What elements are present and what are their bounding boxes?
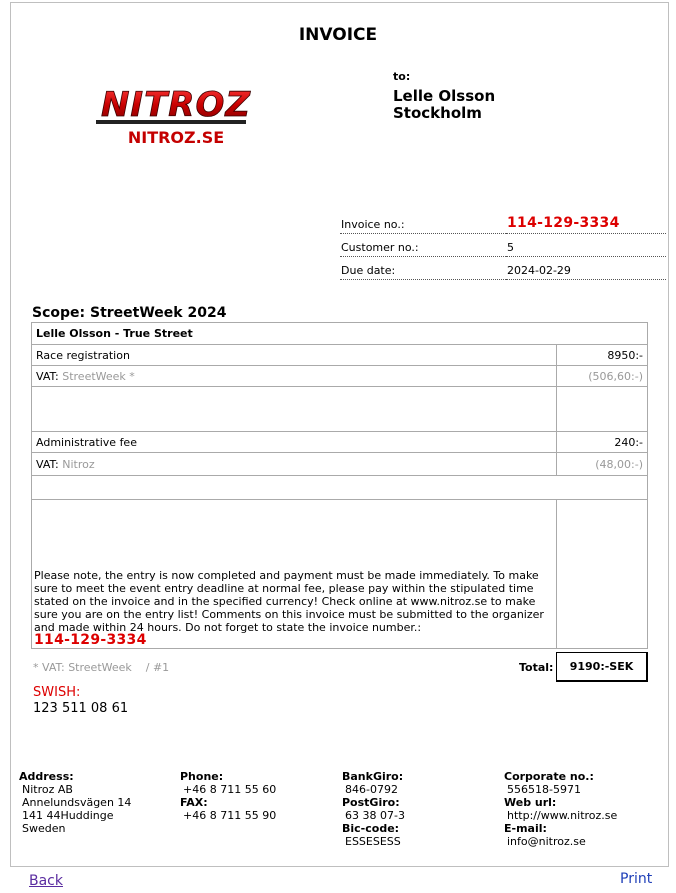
due-date-label: Due date: — [340, 257, 506, 280]
address-line: 141 44Huddinge — [22, 809, 114, 822]
vat-name: StreetWeek * — [62, 369, 135, 383]
footer-address — [19, 770, 131, 835]
address-line: Sweden — [22, 822, 66, 835]
payment-note — [32, 500, 557, 649]
fax-label: FAX: — [180, 796, 208, 809]
address-line: Annelundsvägen 14 — [22, 796, 132, 809]
vat-amount: (48,00:-) — [557, 453, 648, 476]
line-amount: 240:- — [557, 432, 648, 453]
email-label: E-mail: — [504, 822, 547, 835]
table-row — [32, 345, 648, 366]
due-date-row — [340, 257, 666, 280]
invoice-info-table — [340, 211, 666, 280]
site-name: NITROZ.SE — [127, 128, 225, 147]
table-row — [32, 432, 648, 453]
customer-number-label: Customer no.: — [340, 234, 506, 257]
line-amount: 8950:- — [557, 345, 648, 366]
vat-footnote — [33, 661, 169, 674]
customer-number-row — [340, 234, 666, 257]
invoice-number-value: 114-129-3334 — [506, 211, 666, 234]
vat-name: Nitroz — [62, 457, 95, 471]
spacer-row — [32, 476, 648, 500]
swish-number: 123 511 08 61 — [33, 701, 129, 716]
fax-value: +46 8 711 55 90 — [183, 809, 277, 822]
postgiro-label: PostGiro: — [342, 796, 400, 809]
nitroz-logo — [90, 84, 262, 128]
section-title-row — [32, 323, 648, 345]
line-label: Race registration — [32, 345, 557, 366]
footer-corporate — [504, 770, 617, 848]
vat-prefix: VAT: — [36, 457, 63, 471]
postgiro-value: 63 38 07-3 — [345, 809, 405, 822]
scope-heading: Scope: StreetWeek 2024 — [32, 305, 227, 321]
corporate-value: 556518-5971 — [507, 783, 581, 796]
vat-amount: (506,60:-) — [557, 366, 648, 387]
table-row — [32, 453, 648, 476]
address-label: Address: — [19, 770, 74, 783]
line-label: Administrative fee — [32, 432, 557, 453]
note-row — [32, 500, 648, 649]
vat-footnote-ref: / #1 — [145, 661, 170, 674]
bic-value: ESSESESS — [345, 835, 401, 848]
invoice-number-label: Invoice no.: — [340, 211, 506, 234]
vat-line — [32, 366, 557, 387]
invoice-lines-table — [31, 322, 648, 649]
svg-text:NITROZ: NITROZ — [100, 85, 252, 125]
vat-line — [32, 453, 557, 476]
invoice-number-row — [340, 211, 666, 234]
recipient-label: to: — [393, 70, 411, 83]
print-link[interactable]: Print — [620, 871, 653, 887]
due-date-value: 2024-02-29 — [506, 257, 666, 280]
address-line: Nitroz AB — [22, 783, 73, 796]
bic-label: Bic-code: — [342, 822, 400, 835]
corporate-label: Corporate no.: — [504, 770, 594, 783]
back-link[interactable]: Back — [29, 873, 63, 889]
footer-phone — [180, 770, 276, 822]
vat-prefix: VAT: — [36, 369, 63, 383]
web-value: http://www.nitroz.se — [507, 809, 618, 822]
total-label: Total: — [519, 661, 554, 674]
phone-value: +46 8 711 55 60 — [183, 783, 277, 796]
table-row — [32, 366, 648, 387]
section-title: Lelle Olsson - True Street — [32, 323, 648, 345]
footer-bank — [342, 770, 405, 848]
note-invoice-number: 114-129-3334 — [34, 632, 147, 648]
total-value: 9190:-SEK — [556, 652, 648, 682]
bankgiro-label: BankGiro: — [342, 770, 404, 783]
email-value: info@nitroz.se — [507, 835, 586, 848]
recipient-address — [393, 88, 495, 122]
bankgiro-value: 846-0792 — [345, 783, 398, 796]
recipient-name: Lelle Olsson — [393, 87, 496, 105]
phone-label: Phone: — [180, 770, 224, 783]
spacer-row — [32, 387, 648, 432]
swish-label: SWISH: — [33, 685, 81, 700]
payment-note-text: Please note, the entry is now completed and payment must be made immediately. To make sure to meet the event entry deadline at normal fee, please pay within the stipulated time stated on the invoice and in the specified currency! Check online at www.nitroz.se to make sure you are on the entry list! Comments on this invoice must be submitted to the organizer and made within 24 hours. Do not forget to state the invoice number.: — [34, 569, 544, 634]
customer-number-value: 5 — [506, 234, 666, 257]
web-label: Web url: — [504, 796, 557, 809]
page-title: INVOICE — [298, 25, 378, 45]
vat-footnote-text: * VAT: StreetWeek — [33, 661, 132, 674]
recipient-city: Stockholm — [393, 104, 482, 122]
